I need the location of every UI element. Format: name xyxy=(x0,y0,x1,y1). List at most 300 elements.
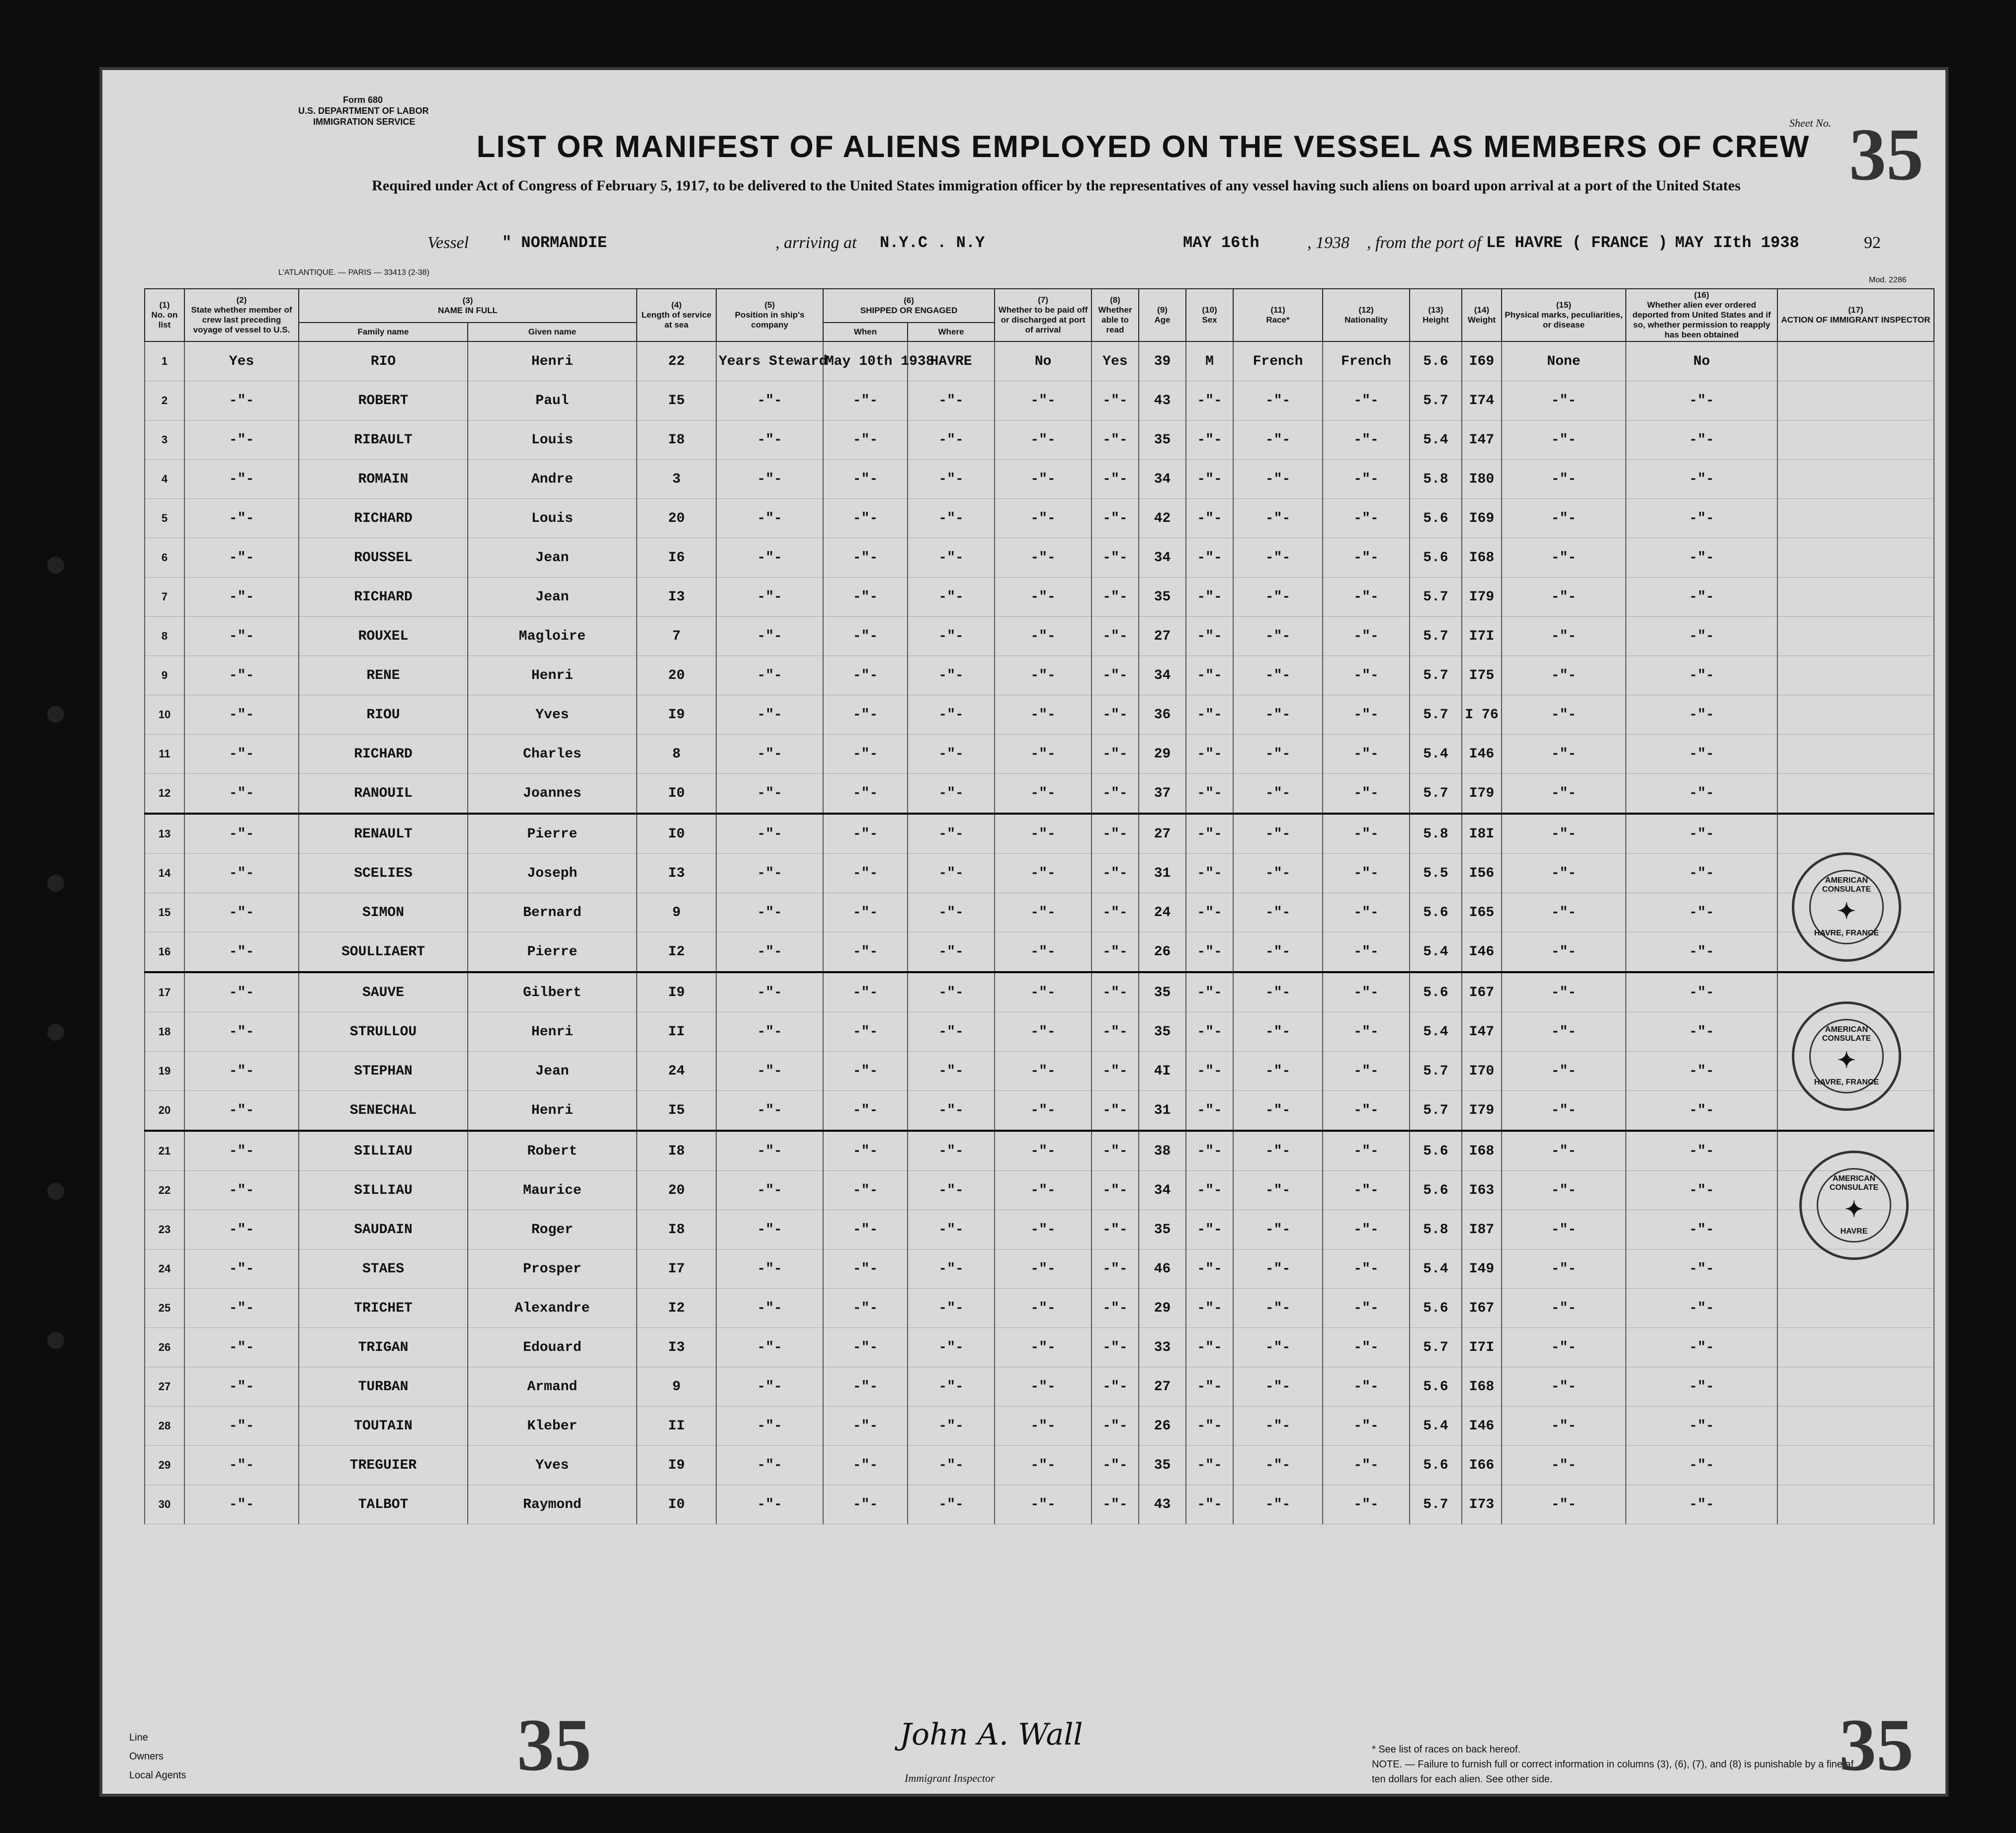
position: -"- xyxy=(716,735,823,774)
physical-marks: -"- xyxy=(1502,1328,1626,1367)
shipped-where: -"- xyxy=(908,735,995,774)
prev-voyage: -"- xyxy=(184,1328,299,1367)
age: 27 xyxy=(1139,814,1186,854)
nationality: -"- xyxy=(1323,735,1410,774)
shipped-when: -"- xyxy=(823,1446,908,1485)
service-length: 20 xyxy=(637,1171,716,1210)
service-length: 22 xyxy=(637,341,716,381)
given-name: Henri xyxy=(468,1091,637,1131)
shipped-where: -"- xyxy=(908,1052,995,1091)
binder-hole xyxy=(47,1183,64,1200)
service-length: I8 xyxy=(637,420,716,460)
paid-off: -"- xyxy=(995,893,1092,932)
able-to-read: -"- xyxy=(1092,1131,1139,1171)
age: 34 xyxy=(1139,1171,1186,1210)
table-row xyxy=(145,1446,1934,1485)
paid-off: -"- xyxy=(995,1131,1092,1171)
paid-off: -"- xyxy=(995,1012,1092,1052)
sex: -"- xyxy=(1186,381,1233,420)
inspector-action xyxy=(1777,381,1934,420)
family-name: TRIGAN xyxy=(299,1328,468,1367)
col-header-name: (3) NAME IN FULL xyxy=(299,289,637,323)
nationality: -"- xyxy=(1323,932,1410,973)
prev-voyage: -"- xyxy=(184,538,299,578)
inspector-action xyxy=(1777,656,1934,695)
age: 31 xyxy=(1139,1091,1186,1131)
nationality: -"- xyxy=(1323,460,1410,499)
age: 31 xyxy=(1139,854,1186,893)
table-row xyxy=(145,1091,1934,1131)
prev-voyage: -"- xyxy=(184,460,299,499)
service-name: IMMIGRATION SERVICE xyxy=(313,117,416,127)
able-to-read: -"- xyxy=(1092,972,1139,1012)
signature-label: Immigrant Inspector xyxy=(905,1772,995,1784)
arriving-label: , arriving at xyxy=(775,234,857,252)
service-length: II xyxy=(637,1407,716,1446)
row-number: 4 xyxy=(145,460,184,499)
race: -"- xyxy=(1233,893,1323,932)
prev-voyage: -"- xyxy=(184,656,299,695)
race: -"- xyxy=(1233,774,1323,814)
weight: I8I xyxy=(1462,814,1502,854)
height: 5.7 xyxy=(1410,1328,1462,1367)
printer-mark: L'ATLANTIQUE. — PARIS — 33413 (2-38) xyxy=(278,268,429,277)
paid-off: -"- xyxy=(995,1250,1092,1289)
races-note: * See list of races on back hereof. xyxy=(1372,1744,1521,1755)
height: 5.6 xyxy=(1410,972,1462,1012)
shipped-when: -"- xyxy=(823,1328,908,1367)
deported: -"- xyxy=(1626,1407,1777,1446)
deported: -"- xyxy=(1626,499,1777,538)
given-name: Roger xyxy=(468,1210,637,1250)
col-header-service: (4) Length of service at sea xyxy=(637,289,716,341)
table-row xyxy=(145,538,1934,578)
row-number: 6 xyxy=(145,538,184,578)
col-header-given-name: Given name xyxy=(468,323,637,341)
inspector-action xyxy=(1777,578,1934,617)
given-name: Pierre xyxy=(468,932,637,973)
shipped-where: -"- xyxy=(908,656,995,695)
position: -"- xyxy=(716,854,823,893)
able-to-read: -"- xyxy=(1092,1328,1139,1367)
service-length: 20 xyxy=(637,499,716,538)
family-name: SAUVE xyxy=(299,972,468,1012)
col-header-weight: (14) Weight xyxy=(1462,289,1502,341)
table-row xyxy=(145,1485,1934,1524)
family-name: STRULLOU xyxy=(299,1012,468,1052)
paid-off: -"- xyxy=(995,1407,1092,1446)
weight: I68 xyxy=(1462,1367,1502,1407)
deported: -"- xyxy=(1626,735,1777,774)
service-length: I0 xyxy=(637,814,716,854)
able-to-read: -"- xyxy=(1092,578,1139,617)
age: 43 xyxy=(1139,1485,1186,1524)
shipped-where: -"- xyxy=(908,460,995,499)
family-name: TURBAN xyxy=(299,1367,468,1407)
able-to-read: -"- xyxy=(1092,420,1139,460)
table-row xyxy=(145,893,1934,932)
deported: -"- xyxy=(1626,972,1777,1012)
table-row xyxy=(145,460,1934,499)
table-row xyxy=(145,1407,1934,1446)
family-name: SILLIAU xyxy=(299,1131,468,1171)
race: -"- xyxy=(1233,1210,1323,1250)
race: -"- xyxy=(1233,814,1323,854)
paid-off: -"- xyxy=(995,735,1092,774)
shipped-when: -"- xyxy=(823,656,908,695)
sex: -"- xyxy=(1186,1091,1233,1131)
sex: -"- xyxy=(1186,1250,1233,1289)
physical-marks: -"- xyxy=(1502,656,1626,695)
physical-marks: -"- xyxy=(1502,1131,1626,1171)
paid-off: -"- xyxy=(995,1171,1092,1210)
row-number: 19 xyxy=(145,1052,184,1091)
vessel-line xyxy=(124,234,1914,268)
position: -"- xyxy=(716,774,823,814)
height: 5.6 xyxy=(1410,538,1462,578)
sex: -"- xyxy=(1186,932,1233,973)
position: -"- xyxy=(716,814,823,854)
age: 26 xyxy=(1139,1407,1186,1446)
race: -"- xyxy=(1233,1485,1323,1524)
weight: I70 xyxy=(1462,1052,1502,1091)
given-name: Jean xyxy=(468,538,637,578)
binder-hole xyxy=(47,1024,64,1041)
inspector-action xyxy=(1777,1328,1934,1367)
able-to-read: -"- xyxy=(1092,1210,1139,1250)
nationality: -"- xyxy=(1323,1407,1410,1446)
weight: I66 xyxy=(1462,1446,1502,1485)
paid-off: No xyxy=(995,341,1092,381)
table-row xyxy=(145,656,1934,695)
col-header-age: (9) Age xyxy=(1139,289,1186,341)
shipped-when: -"- xyxy=(823,538,908,578)
age: 46 xyxy=(1139,1250,1186,1289)
family-name: STEPHAN xyxy=(299,1052,468,1091)
deported: -"- xyxy=(1626,774,1777,814)
row-number: 10 xyxy=(145,695,184,735)
weight: I46 xyxy=(1462,932,1502,973)
age: 42 xyxy=(1139,499,1186,538)
shipped-when: -"- xyxy=(823,1289,908,1328)
race: -"- xyxy=(1233,538,1323,578)
deported: -"- xyxy=(1626,1485,1777,1524)
service-length: 9 xyxy=(637,893,716,932)
service-length: I3 xyxy=(637,854,716,893)
age: 34 xyxy=(1139,656,1186,695)
col-header-shipped: (6) SHIPPED OR ENGAGED xyxy=(823,289,995,323)
sex: -"- xyxy=(1186,617,1233,656)
service-length: II xyxy=(637,1012,716,1052)
sex: -"- xyxy=(1186,1131,1233,1171)
position: -"- xyxy=(716,932,823,973)
shipped-when: -"- xyxy=(823,617,908,656)
race: -"- xyxy=(1233,1446,1323,1485)
able-to-read: -"- xyxy=(1092,1091,1139,1131)
deported: -"- xyxy=(1626,1171,1777,1210)
service-length: 7 xyxy=(637,617,716,656)
form-number: Form 680 xyxy=(343,95,383,105)
sex: -"- xyxy=(1186,972,1233,1012)
sheet-number: 35 xyxy=(1849,113,1924,196)
service-length: I5 xyxy=(637,1091,716,1131)
prev-voyage: -"- xyxy=(184,1131,299,1171)
height: 5.6 xyxy=(1410,1171,1462,1210)
nationality: -"- xyxy=(1323,499,1410,538)
family-name: ROMAIN xyxy=(299,460,468,499)
sex: -"- xyxy=(1186,1485,1233,1524)
shipped-when: -"- xyxy=(823,1210,908,1250)
prev-voyage: -"- xyxy=(184,381,299,420)
nationality: -"- xyxy=(1323,1171,1410,1210)
physical-marks: -"- xyxy=(1502,1250,1626,1289)
age: 29 xyxy=(1139,1289,1186,1328)
physical-marks: -"- xyxy=(1502,1446,1626,1485)
row-number: 27 xyxy=(145,1367,184,1407)
able-to-read: -"- xyxy=(1092,1289,1139,1328)
shipped-where: -"- xyxy=(908,893,995,932)
service-length: 24 xyxy=(637,1052,716,1091)
shipped-where: -"- xyxy=(908,578,995,617)
nationality: -"- xyxy=(1323,814,1410,854)
service-length: 9 xyxy=(637,1367,716,1407)
height: 5.7 xyxy=(1410,381,1462,420)
shipped-when: -"- xyxy=(823,695,908,735)
row-number: 20 xyxy=(145,1091,184,1131)
row-number: 2 xyxy=(145,381,184,420)
deported: -"- xyxy=(1626,1091,1777,1131)
service-length: I7 xyxy=(637,1250,716,1289)
table-row xyxy=(145,1210,1934,1250)
nationality: -"- xyxy=(1323,893,1410,932)
race: -"- xyxy=(1233,932,1323,973)
deported: -"- xyxy=(1626,1250,1777,1289)
nationality: -"- xyxy=(1323,1485,1410,1524)
shipped-when: -"- xyxy=(823,1407,908,1446)
table-row xyxy=(145,617,1934,656)
paid-off: -"- xyxy=(995,538,1092,578)
able-to-read: -"- xyxy=(1092,695,1139,735)
inspector-action xyxy=(1777,774,1934,814)
sex: -"- xyxy=(1186,695,1233,735)
weight: I56 xyxy=(1462,854,1502,893)
physical-marks: -"- xyxy=(1502,774,1626,814)
nationality: -"- xyxy=(1323,774,1410,814)
given-name: Andre xyxy=(468,460,637,499)
family-name: ROUXEL xyxy=(299,617,468,656)
position: -"- xyxy=(716,893,823,932)
eagle-seal-icon: ✦ xyxy=(1837,899,1856,923)
sex: -"- xyxy=(1186,499,1233,538)
sex: -"- xyxy=(1186,893,1233,932)
inspector-action xyxy=(1777,814,1934,854)
age: 29 xyxy=(1139,735,1186,774)
row-number: 16 xyxy=(145,932,184,973)
age: 24 xyxy=(1139,893,1186,932)
able-to-read: -"- xyxy=(1092,1052,1139,1091)
physical-marks: -"- xyxy=(1502,972,1626,1012)
weight: I73 xyxy=(1462,1485,1502,1524)
position: -"- xyxy=(716,1171,823,1210)
height: 5.6 xyxy=(1410,1446,1462,1485)
table-row xyxy=(145,695,1934,735)
weight: I63 xyxy=(1462,1171,1502,1210)
row-number: 23 xyxy=(145,1210,184,1250)
weight: I69 xyxy=(1462,341,1502,381)
able-to-read: Yes xyxy=(1092,341,1139,381)
position: -"- xyxy=(716,617,823,656)
physical-marks: -"- xyxy=(1502,814,1626,854)
age: 43 xyxy=(1139,381,1186,420)
family-name: RIBAULT xyxy=(299,420,468,460)
position: -"- xyxy=(716,1328,823,1367)
paid-off: -"- xyxy=(995,617,1092,656)
height: 5.7 xyxy=(1410,656,1462,695)
deported: -"- xyxy=(1626,381,1777,420)
family-name: SAUDAIN xyxy=(299,1210,468,1250)
weight: I49 xyxy=(1462,1250,1502,1289)
nationality: -"- xyxy=(1323,854,1410,893)
height: 5.4 xyxy=(1410,932,1462,973)
height: 5.7 xyxy=(1410,617,1462,656)
physical-marks: -"- xyxy=(1502,460,1626,499)
race: -"- xyxy=(1233,420,1323,460)
row-number: 17 xyxy=(145,972,184,1012)
able-to-read: -"- xyxy=(1092,460,1139,499)
service-length: I5 xyxy=(637,381,716,420)
weight: I80 xyxy=(1462,460,1502,499)
shipped-where: -"- xyxy=(908,1091,995,1131)
table-row xyxy=(145,972,1934,1012)
line-label: Line xyxy=(129,1732,148,1743)
able-to-read: -"- xyxy=(1092,854,1139,893)
position: -"- xyxy=(716,1289,823,1328)
position: -"- xyxy=(716,1210,823,1250)
arrival-port: N.Y.C . N.Y xyxy=(880,234,985,252)
able-to-read: -"- xyxy=(1092,1485,1139,1524)
race: -"- xyxy=(1233,1012,1323,1052)
model-number: Mod. 2286 xyxy=(1869,276,1907,284)
table-row xyxy=(145,932,1934,973)
able-to-read: -"- xyxy=(1092,932,1139,973)
prev-voyage: -"- xyxy=(184,735,299,774)
weight: I74 xyxy=(1462,381,1502,420)
inspector-action xyxy=(1777,538,1934,578)
nationality: -"- xyxy=(1323,1210,1410,1250)
physical-marks: -"- xyxy=(1502,1407,1626,1446)
sex: -"- xyxy=(1186,1367,1233,1407)
row-number: 29 xyxy=(145,1446,184,1485)
nationality: -"- xyxy=(1323,1091,1410,1131)
row-number: 21 xyxy=(145,1131,184,1171)
race: -"- xyxy=(1233,1091,1323,1131)
paid-off: -"- xyxy=(995,695,1092,735)
family-name: SILLIAU xyxy=(299,1171,468,1210)
stamped-sheet-number: 35 xyxy=(517,1704,591,1786)
binder-hole xyxy=(47,706,64,723)
consulate-stamp: AMERICAN CONSULATE ✦ HAVRE, FRANCE xyxy=(1792,852,1901,962)
row-number: 30 xyxy=(145,1485,184,1524)
col-header-deported: (16) Whether alien ever ordered deported from United States and if so, whether permission to reapply has been obtained xyxy=(1626,289,1777,341)
sex: -"- xyxy=(1186,420,1233,460)
row-number: 7 xyxy=(145,578,184,617)
inspector-action xyxy=(1777,1485,1934,1524)
given-name: Bernard xyxy=(468,893,637,932)
given-name: Pierre xyxy=(468,814,637,854)
col-header-where: Where xyxy=(908,323,995,341)
given-name: Henri xyxy=(468,341,637,381)
prev-voyage: -"- xyxy=(184,1367,299,1407)
shipped-when: -"- xyxy=(823,1091,908,1131)
consulate-stamp: AMERICAN CONSULATE ✦ HAVRE, FRANCE xyxy=(1792,1001,1901,1111)
height: 5.7 xyxy=(1410,578,1462,617)
weight: I46 xyxy=(1462,1407,1502,1446)
family-name: ROUSSEL xyxy=(299,538,468,578)
departure-port: LE HAVRE ( FRANCE ) xyxy=(1486,234,1668,252)
row-number: 11 xyxy=(145,735,184,774)
shipped-where: -"- xyxy=(908,420,995,460)
service-length: I2 xyxy=(637,932,716,973)
page-subtitle: Required under Act of Congress of February 5, 1917, to be delivered to the United States immigration officer by the representatives of any vessel having such aliens on board upon arrival at a port of the United States xyxy=(372,177,1741,194)
deported: -"- xyxy=(1626,932,1777,973)
col-header-prev-voyage: (2) State whether member of crew last preceding voyage of vessel to U.S. xyxy=(184,289,299,341)
shipped-where: -"- xyxy=(908,617,995,656)
height: 5.4 xyxy=(1410,1012,1462,1052)
col-header-no: (1) No. on list xyxy=(145,289,184,341)
height: 5.7 xyxy=(1410,695,1462,735)
height: 5.6 xyxy=(1410,499,1462,538)
sex: -"- xyxy=(1186,1328,1233,1367)
physical-marks: -"- xyxy=(1502,538,1626,578)
prev-voyage: -"- xyxy=(184,1012,299,1052)
paid-off: -"- xyxy=(995,499,1092,538)
able-to-read: -"- xyxy=(1092,1407,1139,1446)
given-name: Maurice xyxy=(468,1171,637,1210)
race: -"- xyxy=(1233,1250,1323,1289)
able-to-read: -"- xyxy=(1092,774,1139,814)
weight: I47 xyxy=(1462,1012,1502,1052)
height: 5.7 xyxy=(1410,1485,1462,1524)
inspector-action xyxy=(1777,695,1934,735)
col-header-marks: (15) Physical marks, peculiarities, or disease xyxy=(1502,289,1626,341)
deported: -"- xyxy=(1626,420,1777,460)
table-row xyxy=(145,578,1934,617)
vessel-label: Vessel xyxy=(427,234,469,252)
inspector-action xyxy=(1777,735,1934,774)
family-name: RENE xyxy=(299,656,468,695)
given-name: Magloire xyxy=(468,617,637,656)
inspector-action xyxy=(1777,1446,1934,1485)
col-header-when: When xyxy=(823,323,908,341)
family-name: SENECHAL xyxy=(299,1091,468,1131)
paid-off: -"- xyxy=(995,578,1092,617)
shipped-where: -"- xyxy=(908,972,995,1012)
prev-voyage: -"- xyxy=(184,774,299,814)
able-to-read: -"- xyxy=(1092,1446,1139,1485)
able-to-read: -"- xyxy=(1092,814,1139,854)
age: 33 xyxy=(1139,1328,1186,1367)
row-number: 3 xyxy=(145,420,184,460)
nationality: French xyxy=(1323,341,1410,381)
sex: -"- xyxy=(1186,1171,1233,1210)
table-row xyxy=(145,420,1934,460)
row-number: 28 xyxy=(145,1407,184,1446)
shipped-where: -"- xyxy=(908,932,995,973)
family-name: SIMON xyxy=(299,893,468,932)
row-number: 26 xyxy=(145,1328,184,1367)
age: 35 xyxy=(1139,1012,1186,1052)
height: 5.8 xyxy=(1410,460,1462,499)
